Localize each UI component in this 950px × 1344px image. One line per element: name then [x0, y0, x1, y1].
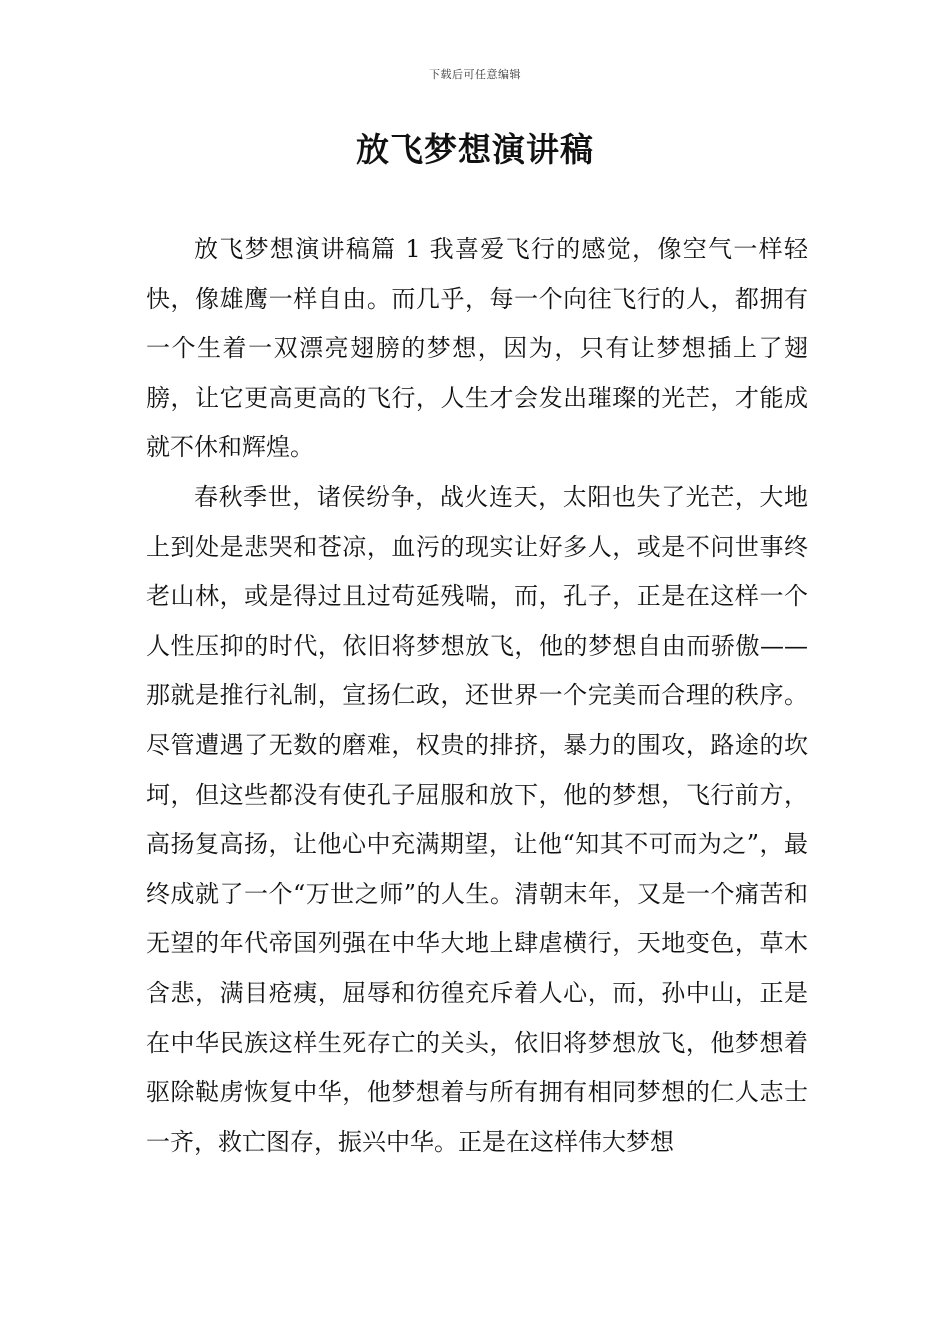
document-title: 放飞梦想演讲稿 [356, 130, 594, 169]
document-body [146, 225, 808, 1167]
header-note: 下载后可任意编辑 [429, 68, 521, 81]
paragraph-2: 春秋季世，诸侯纷争，战火连天，太阳也失了光芒，大地上到处是悲哭和苍凉，血污的现实让好多人，或是不问世事终老山林，或是得过且过苟延残喘，而，孔子，正是在这样一个人性压抑的时代，依旧将梦想放飞，他的梦想自由而骄傲——那就是推行礼制，宣扬仁政，还世界一个完美而合理的秩序。尽管遭遇了无数的磨难，权贵的排挤，暴力的围攻，路途的坎坷，但这些都没有使孔子屈服和放下，他的梦想，飞行前方，高扬复高扬，让他心中充满期望，让他“知其不可而为之”，最终成就了一个“万世之师”的人生。清朝末年，又是一个痛苦和无望的年代帝国列强在中华大地上肆虐横行，天地变色，草木含悲，满目疮痍，屈辱和彷徨充斥着人心，而，孙中山，正是在中华民族这样生死存亡的关头，依旧将梦想放飞，他梦想着驱除鞑虏恢复中华，他梦想着与所有拥有相同梦想的仁人志士一齐，救亡图存，振兴中华。正是在这样伟大梦想 [146, 482, 808, 1156]
paragraph-1: 放飞梦想演讲稿篇 1 我喜爱飞行的感觉，像空气一样轻快，像雄鹰一样自由。而几乎，每一个向往飞行的人，都拥有一个生着一双漂亮翅膀的梦想，因为，只有让梦想插上了翅膀，让它更高更高的飞行，人生才会发出璀璨的光芒，才能成就不休和辉煌。 [146, 235, 808, 462]
